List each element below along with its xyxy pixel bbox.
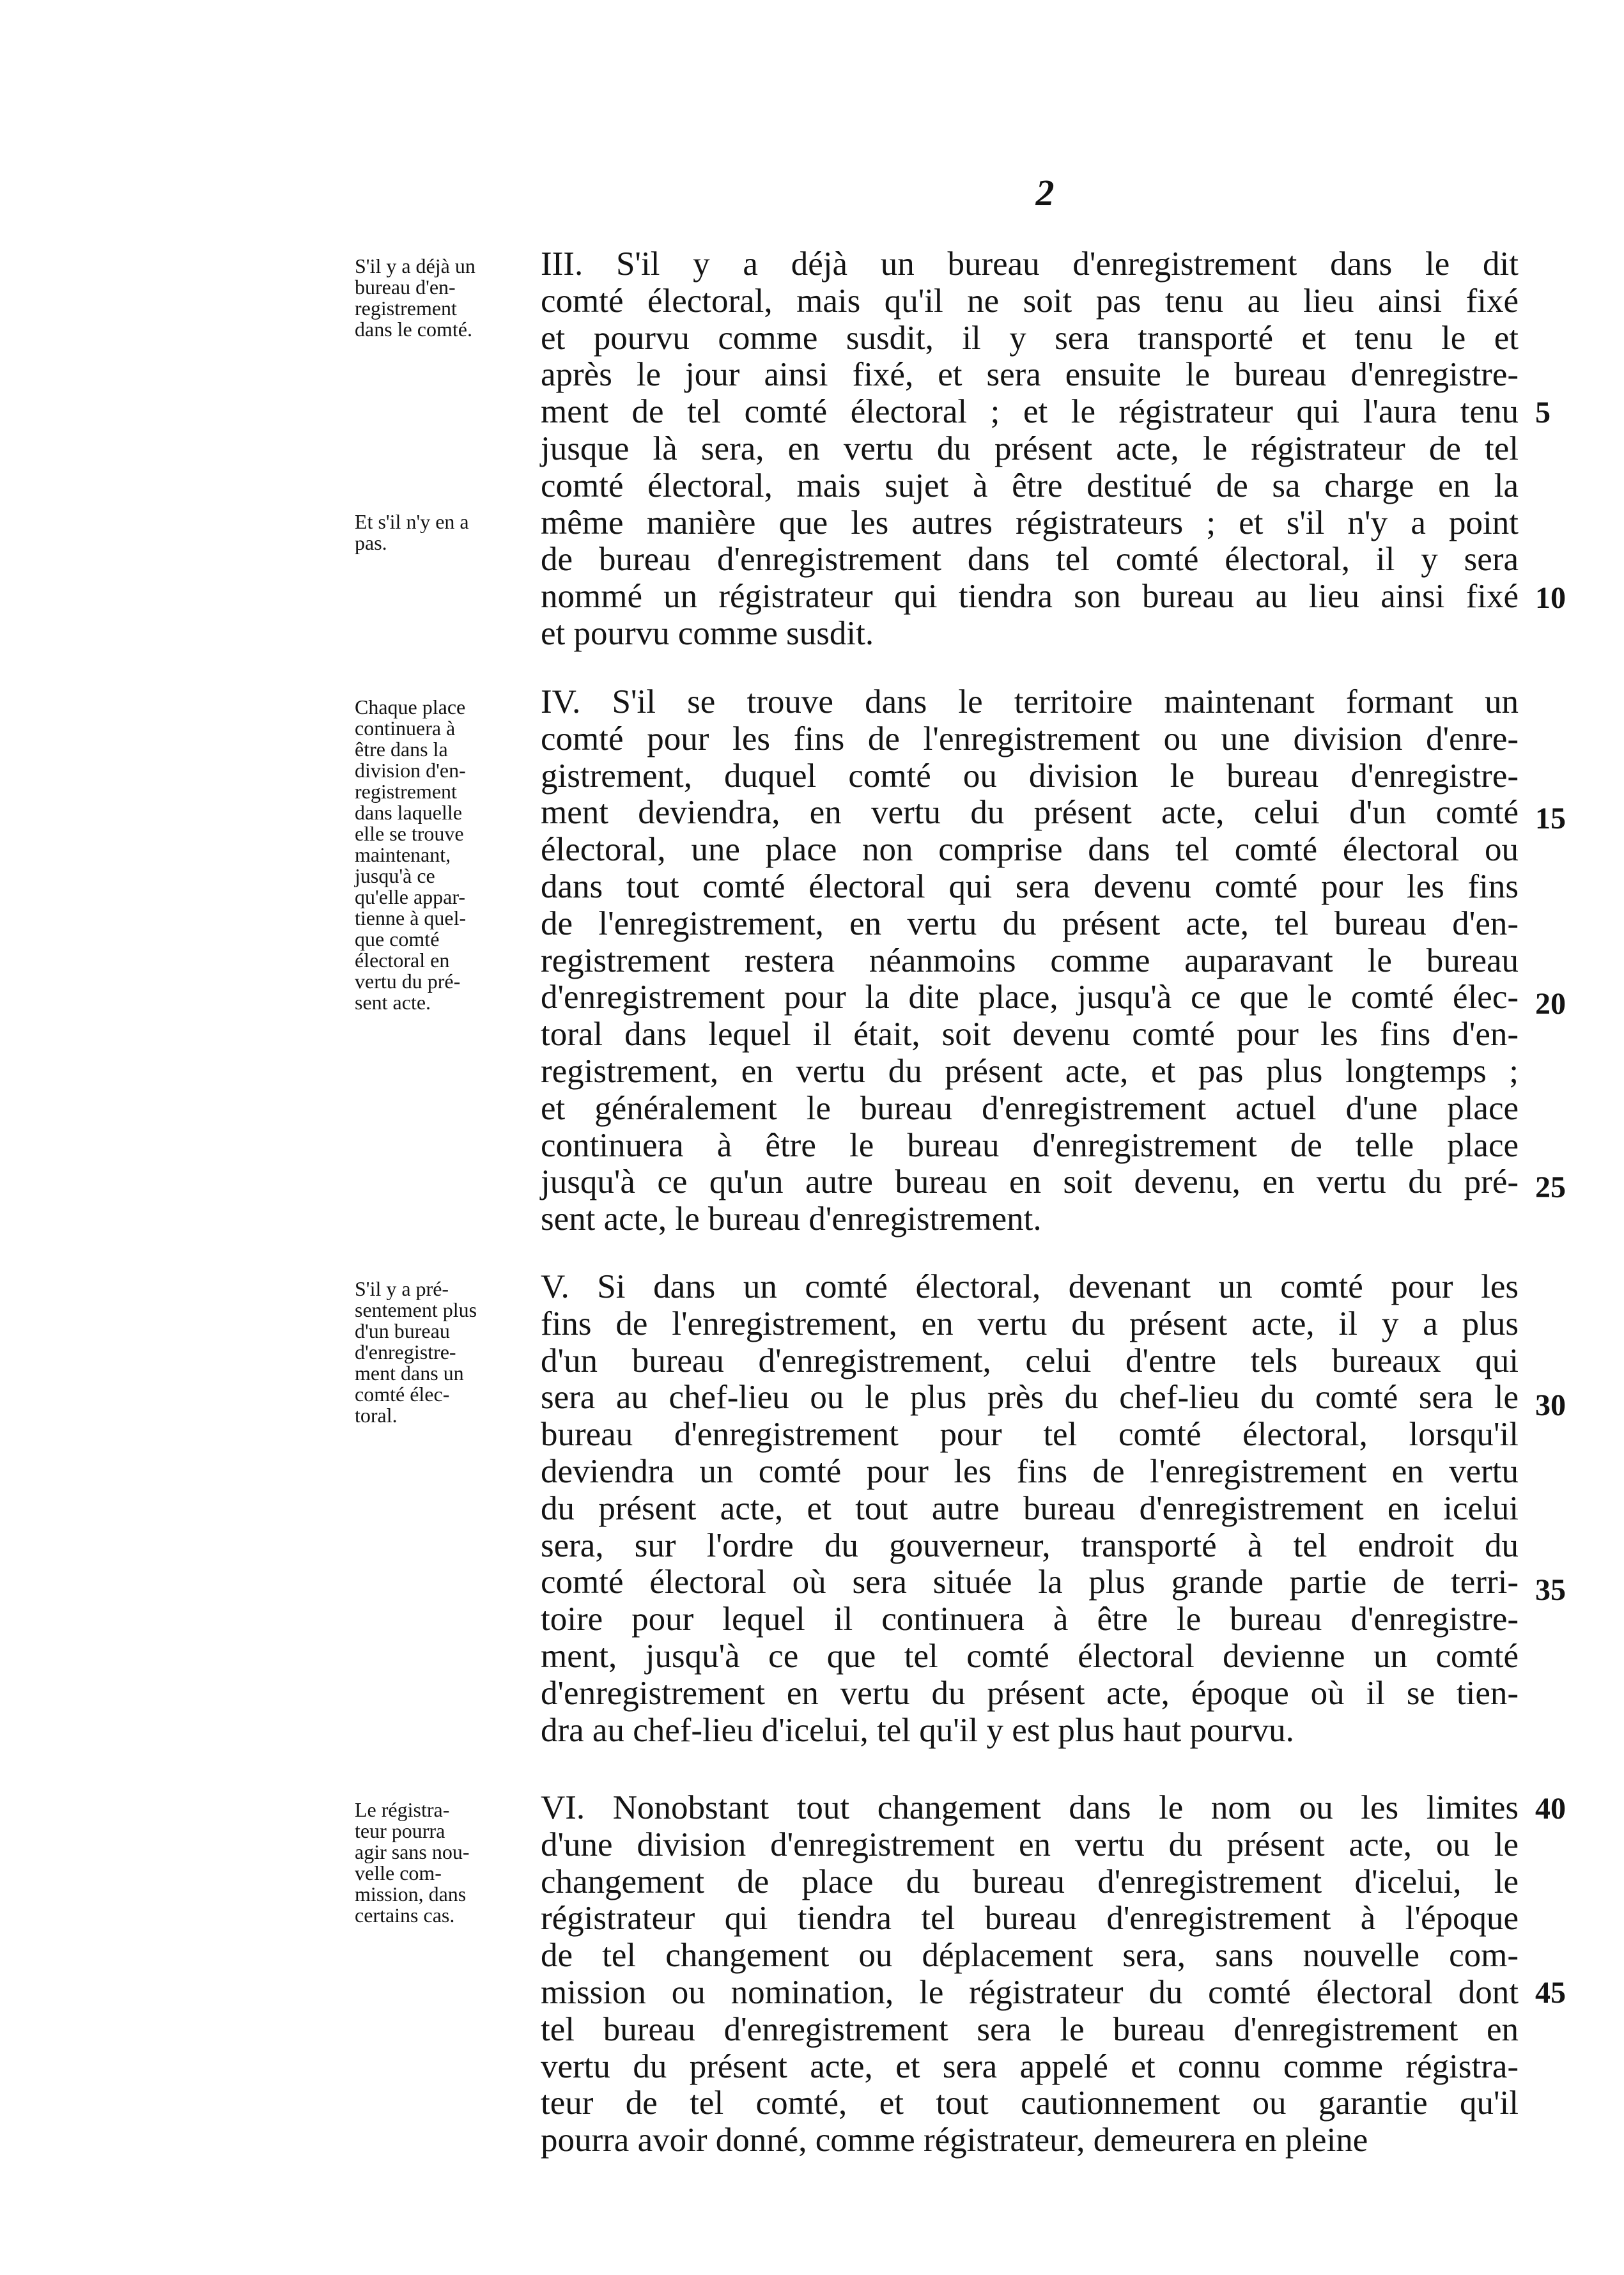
text-line-content: gistrement, duquel comté ou division le bureau d'enregistre- — [541, 757, 1519, 795]
text-line — [541, 1601, 1519, 1638]
text-line — [541, 578, 1519, 616]
text-line — [541, 2085, 1519, 2122]
text-line-content: sent acte, le bureau d'enregistrement. — [541, 1200, 1042, 1238]
text-line-content: d'enregistrement pour la dite place, jusqu'à ce que le comté élec- — [541, 979, 1519, 1016]
line-number: 15 — [1535, 802, 1566, 835]
text-line-content: bureau d'enregistrement pour tel comté électoral, lorsqu'il — [541, 1416, 1519, 1454]
text-line — [541, 1491, 1519, 1528]
text-line — [541, 758, 1519, 795]
text-line-content: deviendra un comté pour les fins de l'enregistrement en vertu — [541, 1452, 1519, 1490]
text-line — [541, 2049, 1519, 2086]
text-line-content: pourra avoir donné, comme régistrateur, demeurera en pleine — [541, 2122, 1368, 2159]
text-line-content: jusqu'à ce qu'un autre bureau en soit devenu, en vertu du pré- — [541, 1163, 1519, 1201]
section-5-text — [541, 1269, 1519, 1749]
text-line-content: changement de place du bureau d'enregistrement d'icelui, le — [541, 1863, 1519, 1900]
section-4-text — [541, 684, 1519, 1238]
line-number: 35 — [1535, 1573, 1566, 1607]
text-line — [541, 616, 1519, 653]
section-6-text — [541, 1790, 1519, 2159]
text-line — [541, 541, 1519, 578]
text-line — [541, 1454, 1519, 1491]
text-line — [541, 1790, 1519, 1827]
text-line-content: sera au chef-lieu ou le plus près du chef-lieu du comté sera le — [541, 1379, 1519, 1417]
text-line — [541, 1306, 1519, 1343]
text-line — [541, 1343, 1519, 1380]
text-line — [541, 1269, 1519, 1306]
text-line-content: vertu du présent acte, et sera appelé et connu comme régistra- — [541, 2047, 1519, 2085]
text-line — [541, 283, 1519, 320]
text-line-content: comté électoral, mais sujet à être destitué de sa charge en la — [541, 467, 1519, 504]
text-line-content: du présent acte, et tout autre bureau d'enregistrement en icelui — [541, 1489, 1519, 1527]
text-line — [541, 394, 1519, 431]
text-line — [541, 1379, 1519, 1417]
text-line-content: d'un bureau d'enregistrement, celui d'entre tels bureaux qui — [541, 1342, 1519, 1379]
line-number: 45 — [1535, 1976, 1566, 2010]
text-line — [541, 2122, 1519, 2159]
text-line-content: de tel changement ou déplacement sera, sans nouvelle com- — [541, 1937, 1519, 1975]
text-line — [541, 684, 1519, 721]
text-line — [541, 1937, 1519, 1975]
margin-note-section-3-b: Et s'il n'y en a pas. — [355, 510, 469, 554]
text-line — [541, 1975, 1519, 2012]
text-line — [541, 246, 1519, 283]
text-line — [541, 431, 1519, 468]
text-line — [541, 1417, 1519, 1454]
text-line-content: et généralement le bureau d'enregistrement actuel d'une place — [541, 1089, 1519, 1127]
text-line — [541, 2012, 1519, 2049]
line-number: 30 — [1535, 1388, 1566, 1422]
text-line-content: même manière que les autres régistrateurs ; et s'il n'y a point — [541, 504, 1519, 541]
text-line — [541, 1091, 1519, 1128]
text-line — [541, 505, 1519, 542]
page-number: 2 — [1035, 172, 1055, 214]
margin-note-section-4: Chaque place continuera à être dans la division d'en- registrement dans laquelle elle se trouve maintenant, jusqu'à ce qu'elle appar- tienne à quel- que comté électoral en vertu du pré- sent acte. — [355, 695, 467, 1014]
text-line-content: ment de tel comté électoral ; et le régistrateur qui l'aura tenu — [541, 393, 1519, 431]
line-number: 20 — [1535, 987, 1566, 1021]
text-line-content: après le jour ainsi fixé, et sera ensuite le bureau d'enregistre- — [541, 356, 1519, 394]
text-line-content: comté électoral, mais qu'il ne soit pas tenu au lieu ainsi fixé — [541, 282, 1519, 320]
text-line-content: mission ou nomination, le régistrateur du comté électoral dont — [541, 1973, 1519, 2011]
text-line-content: V. Si dans un comté électoral, devenant un comté pour les — [541, 1268, 1519, 1305]
text-line-content: fins de l'enregistrement, en vertu du présent acte, il y a plus — [541, 1305, 1519, 1342]
text-line — [541, 1675, 1519, 1712]
text-line-content: dans tout comté électoral qui sera devenu comté pour les fins — [541, 867, 1519, 905]
text-line — [541, 1164, 1519, 1201]
text-line — [541, 943, 1519, 980]
margin-note-section-3: S'il y a déjà un bureau d'en- registrement dans le comté. — [355, 254, 476, 341]
text-line — [541, 1016, 1519, 1053]
text-line-content: VI. Nonobstant tout changement dans le nom ou les limites — [541, 1789, 1519, 1826]
text-line — [541, 1827, 1519, 1864]
text-line — [541, 468, 1519, 505]
text-line-content: régistrateur qui tiendra tel bureau d'enregistrement à l'époque — [541, 1900, 1519, 1937]
text-line-content: sera, sur l'ordre du gouverneur, transporté à tel endroit du — [541, 1526, 1519, 1564]
text-line — [541, 1712, 1519, 1750]
text-line-content: d'enregistrement en vertu du présent acte, époque où il se tien- — [541, 1674, 1519, 1712]
text-line — [541, 1128, 1519, 1165]
text-line-content: ment, jusqu'à ce que tel comté électoral devienne un comté — [541, 1637, 1519, 1675]
text-line-content: de bureau d'enregistrement dans tel comté électoral, il y sera — [541, 541, 1519, 578]
text-line-content: continuera à être le bureau d'enregistrement de telle place — [541, 1126, 1519, 1164]
text-line-content: toral dans lequel il était, soit devenu comté pour les fins d'en- — [541, 1016, 1519, 1053]
text-line — [541, 1201, 1519, 1238]
text-line-content: toire pour lequel il continuera à être le bureau d'enregistre- — [541, 1601, 1519, 1638]
text-line — [541, 869, 1519, 906]
text-line — [541, 721, 1519, 758]
text-line-content: de l'enregistrement, en vertu du présent acte, tel bureau d'en- — [541, 905, 1519, 942]
text-line — [541, 320, 1519, 357]
text-line — [541, 1864, 1519, 1901]
text-line-content: comté électoral où sera située la plus grande partie de terri- — [541, 1564, 1519, 1601]
text-line — [541, 1564, 1519, 1601]
line-number: 10 — [1535, 581, 1566, 615]
text-line — [541, 1900, 1519, 1937]
text-line-content: tel bureau d'enregistrement sera le bureau d'enregistrement en — [541, 2010, 1519, 2048]
text-line — [541, 906, 1519, 943]
text-line-content: électoral, une place non comprise dans tel comté électoral ou — [541, 831, 1519, 869]
text-line-content: registrement, en vertu du présent acte, et pas plus longtemps ; — [541, 1052, 1519, 1090]
text-line — [541, 1528, 1519, 1565]
text-line — [541, 1638, 1519, 1675]
text-line-content: IV. S'il se trouve dans le territoire maintenant formant un — [541, 683, 1519, 720]
margin-note-section-6: Le régistra- teur pourra agir sans nou- velle com- mission, dans certains cas. — [355, 1798, 470, 1927]
text-line-content: jusque là sera, en vertu du présent acte, le régistrateur de tel — [541, 430, 1519, 467]
text-line-content: teur de tel comté, et tout cautionnement ou garantie qu'il — [541, 2085, 1519, 2122]
text-line-content: et pourvu comme susdit. — [541, 614, 874, 652]
line-number: 40 — [1535, 1792, 1566, 1826]
text-line-content: ment deviendra, en vertu du présent acte, celui d'un comté — [541, 794, 1519, 832]
text-line-content: et pourvu comme susdit, il y sera transporté et tenu le et — [541, 319, 1519, 357]
text-line — [541, 832, 1519, 869]
text-line-content: comté pour les fins de l'enregistrement ou une division d'enre- — [541, 720, 1519, 757]
text-line — [541, 1053, 1519, 1091]
text-line-content: dra au chef-lieu d'icelui, tel qu'il y est plus haut pourvu. — [541, 1711, 1294, 1749]
line-number: 5 — [1535, 396, 1551, 430]
text-line — [541, 979, 1519, 1016]
text-line-content: nommé un régistrateur qui tiendra son bureau au lieu ainsi fixé — [541, 578, 1519, 616]
text-line — [541, 357, 1519, 394]
text-line-content: d'une division d'enregistrement en vertu du présent acte, ou le — [541, 1826, 1519, 1863]
section-3-text — [541, 246, 1519, 653]
margin-note-section-5: S'il y a pré- sentement plus d'un bureau d'enregistre- ment dans un comté élec- toral. — [355, 1277, 477, 1427]
text-line — [541, 795, 1519, 832]
text-line-content: registrement restera néanmoins comme auparavant le bureau — [541, 942, 1519, 979]
text-line-content: III. S'il y a déjà un bureau d'enregistrement dans le dit — [541, 245, 1519, 283]
line-number: 25 — [1535, 1170, 1566, 1204]
